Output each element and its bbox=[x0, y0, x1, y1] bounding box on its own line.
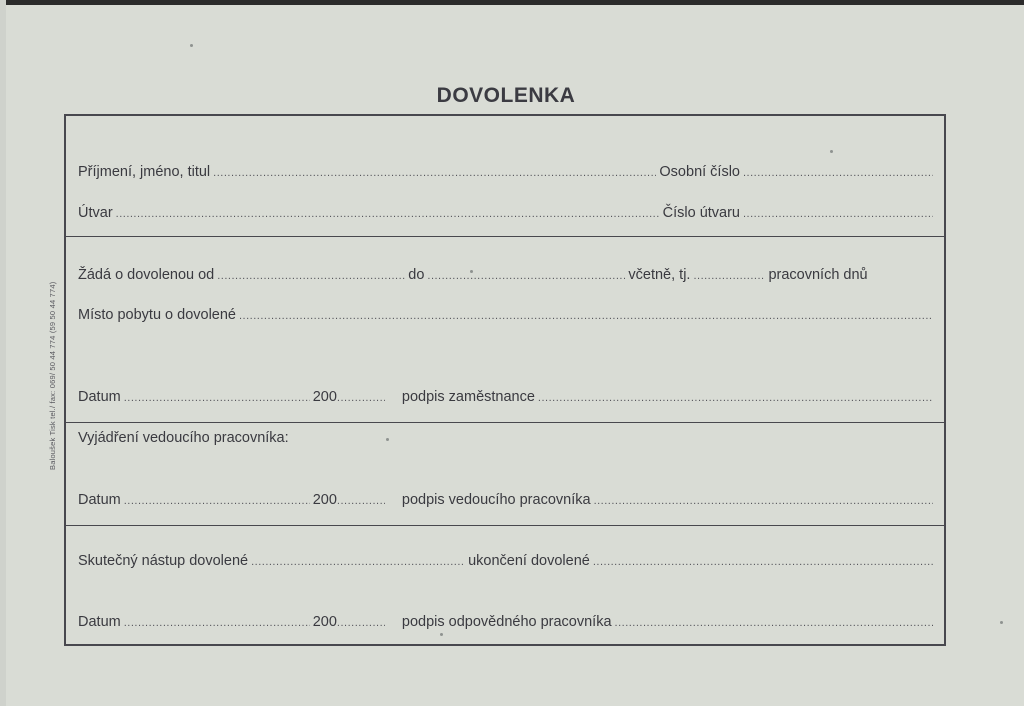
days-count-field[interactable] bbox=[693, 268, 765, 284]
leave-dates-row bbox=[78, 267, 936, 287]
place-label: Místo pobytu o dovolené bbox=[78, 307, 236, 323]
form-title: DOVOLENKA bbox=[436, 84, 576, 107]
unit-field[interactable] bbox=[116, 206, 660, 222]
actual-start-field[interactable] bbox=[251, 554, 465, 570]
unit-row bbox=[78, 205, 936, 225]
supervisor-signature-field[interactable] bbox=[594, 493, 933, 509]
request-from-label: Žádá o dovolenou od bbox=[78, 267, 215, 283]
name-label: Příjmení, jméno, titul bbox=[78, 164, 211, 180]
year-field[interactable] bbox=[337, 615, 385, 631]
actual-start-label: Skutečný nástup dovolené bbox=[78, 553, 249, 569]
place-row bbox=[78, 307, 936, 327]
date-label: Datum bbox=[78, 492, 121, 508]
section-divider-1 bbox=[66, 236, 944, 237]
place-field[interactable] bbox=[239, 308, 933, 324]
leave-to-field[interactable] bbox=[427, 268, 625, 284]
supervisor-signature-label: podpis vedoucího pracovníka bbox=[401, 492, 591, 508]
employee-signature-field[interactable] bbox=[538, 390, 933, 406]
date-field[interactable] bbox=[124, 493, 310, 509]
year-field[interactable] bbox=[337, 390, 385, 406]
unit-no-label: Číslo útvaru bbox=[662, 205, 740, 221]
year-prefix: 200 bbox=[312, 614, 337, 630]
section-divider-2 bbox=[66, 422, 944, 423]
year-prefix: 200 bbox=[312, 389, 337, 405]
supervisor-sign-row bbox=[78, 492, 936, 512]
supervisor-opinion-row bbox=[78, 430, 936, 450]
to-label: do bbox=[408, 267, 425, 283]
unit-label: Útvar bbox=[78, 205, 113, 221]
end-label: ukončení dovolené bbox=[468, 553, 590, 569]
unit-no-field[interactable] bbox=[743, 206, 933, 222]
employee-sign-row bbox=[78, 389, 936, 409]
personal-no-field[interactable] bbox=[743, 165, 933, 181]
paper-speck bbox=[1000, 621, 1003, 624]
name-field[interactable] bbox=[213, 165, 656, 181]
year-field[interactable] bbox=[337, 493, 385, 509]
responsible-sign-row bbox=[78, 614, 936, 634]
paper-speck bbox=[470, 270, 473, 273]
year-prefix: 200 bbox=[312, 492, 337, 508]
responsible-signature-label: podpis odpovědného pracovníka bbox=[401, 614, 612, 630]
employee-signature-label: podpis zaměstnance bbox=[401, 389, 535, 405]
leave-from-field[interactable] bbox=[217, 268, 405, 284]
paper-speck bbox=[440, 633, 443, 636]
date-field[interactable] bbox=[124, 615, 310, 631]
form-frame bbox=[64, 114, 946, 646]
paper-speck bbox=[190, 44, 193, 47]
end-field[interactable] bbox=[593, 554, 933, 570]
supervisor-opinion-label: Vyjádření vedoucího pracovníka: bbox=[78, 430, 289, 446]
working-days-label: pracovních dnů bbox=[768, 267, 868, 283]
name-row bbox=[78, 164, 936, 184]
personal-no-label: Osobní číslo bbox=[659, 164, 740, 180]
date-field[interactable] bbox=[124, 390, 310, 406]
actual-leave-row bbox=[78, 553, 936, 573]
date-label: Datum bbox=[78, 614, 121, 630]
printer-imprint: Baloušek Tisk tel./ fax: 069/ 50 44 774 (59 50 44 774) bbox=[48, 281, 57, 470]
paper-speck bbox=[830, 150, 833, 153]
inclusive-label: včetně, tj. bbox=[628, 267, 691, 283]
paper-speck bbox=[386, 438, 389, 441]
scan-top-edge bbox=[0, 0, 1024, 5]
section-divider-3 bbox=[66, 525, 944, 526]
date-label: Datum bbox=[78, 389, 121, 405]
responsible-signature-field[interactable] bbox=[615, 615, 933, 631]
